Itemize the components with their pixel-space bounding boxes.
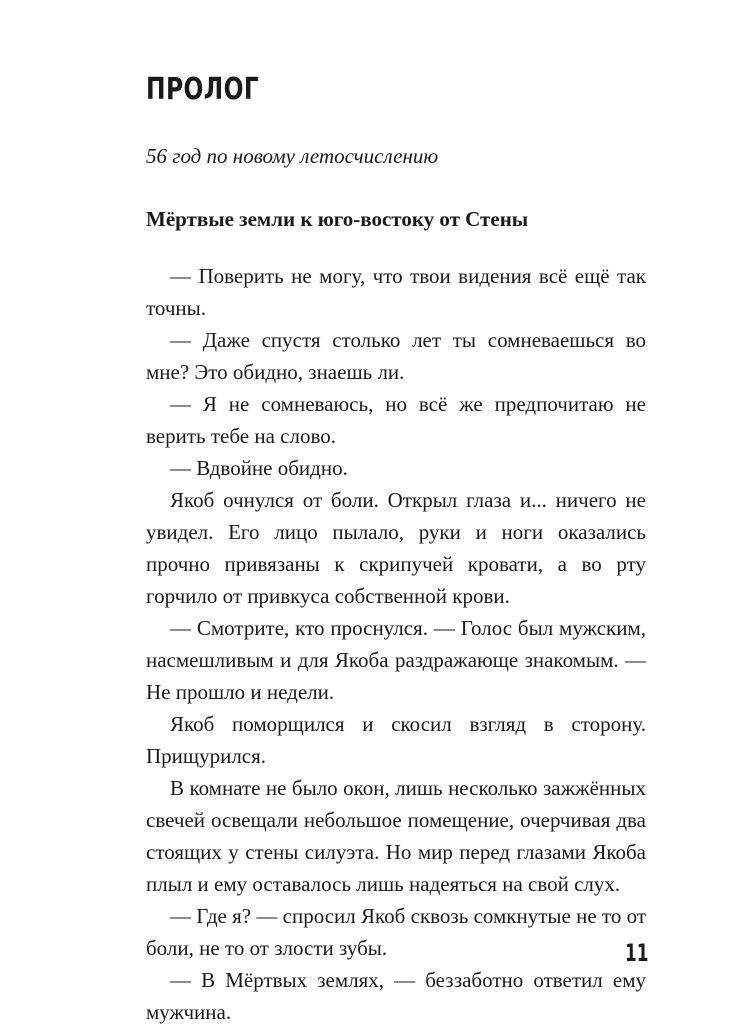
- paragraph: — Даже спустя столько лет ты сомневаешься во мне? Это обидно, знаешь ли.: [146, 328, 646, 384]
- paragraph: Якоб поморщился и скосил взгляд в сторону. Прищурился.: [146, 712, 646, 768]
- paragraph: — Вдвойне обидно.: [170, 456, 348, 480]
- paragraph: — Поверить не могу, что твои видения всё ещё так точны.: [146, 264, 646, 320]
- paragraph: — В Мёртвых землях, — беззаботно ответил ему мужчина.: [146, 968, 646, 1024]
- paragraph: — Смотрите, кто проснулся. — Голос был мужским, насмешливым и для Якоба раздражающе знакомым. — Не прошло и недели.: [146, 616, 646, 704]
- paragraph: Якоб очнулся от боли. Открыл глаза и... ничего не увидел. Его лицо пылало, руки и ноги оказались прочно привязаны к скрипучей кровати, а во рту горчило от привкуса собственной крови.: [146, 488, 646, 608]
- chapter-location: Мёртвые земли к юго-востоку от Стены: [146, 207, 529, 231]
- chapter-title: ПРОЛОГ: [146, 72, 260, 107]
- paragraph: В комнате не было окон, лишь несколько зажжённых свечей освещали небольшое помещение, очерчивая два стоящих у стены силуэта. Но мир перед глазами Якоба плыл и ему оставалось лишь надеяться на свой слух.: [146, 776, 646, 896]
- chapter-date: 56 год по новому летосчислению: [146, 144, 439, 168]
- paragraph: — Я не сомневаюсь, но всё же предпочитаю не верить тебе на слово.: [146, 392, 646, 448]
- page-number: 11: [624, 939, 648, 967]
- body-text: [146, 260, 646, 1028]
- paragraph: — Где я? — спросил Якоб сквозь сомкнутые не то от боли, не то от злости зубы.: [146, 904, 646, 960]
